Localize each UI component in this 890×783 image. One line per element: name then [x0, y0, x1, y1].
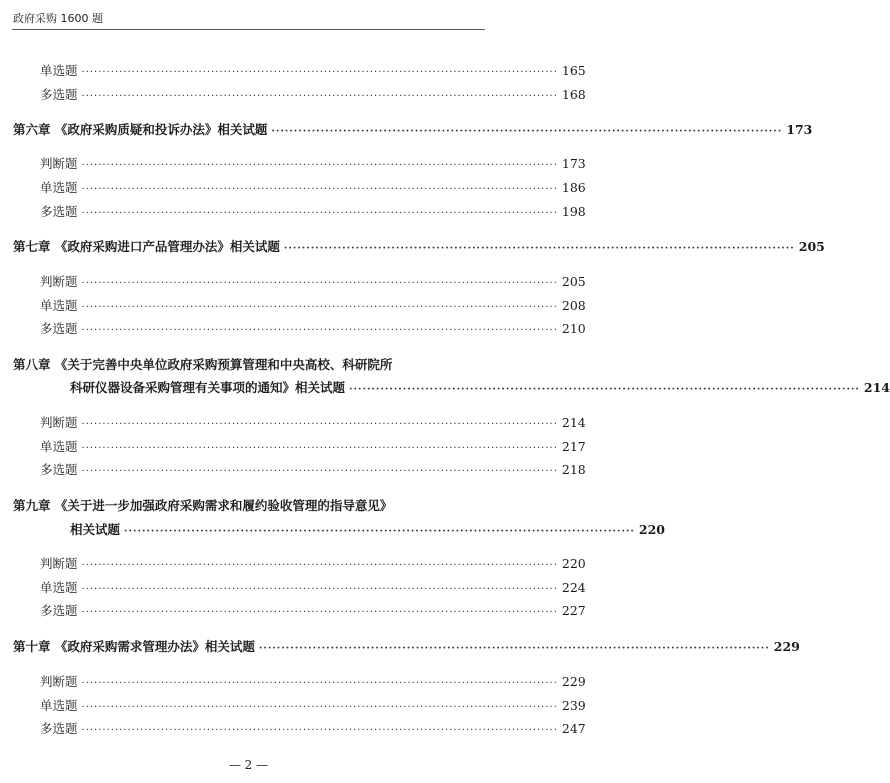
- toc-entry-label: 单选题: [40, 63, 78, 78]
- running-header: 政府采购 1600 题: [13, 12, 103, 25]
- toc-entry[interactable]: [40, 180, 586, 198]
- toc-entry-page: 165: [561, 63, 586, 78]
- toc-chapter-9[interactable]: [70, 522, 665, 540]
- toc-chapter-7[interactable]: [13, 239, 825, 257]
- toc-entry-page: 214: [561, 415, 586, 430]
- toc-entry-label: 判断题: [40, 415, 78, 430]
- toc-chapter-label: 第六章 《政府采购质疑和投诉办法》相关试题: [13, 122, 268, 137]
- toc-entry-page: 217: [561, 439, 586, 454]
- dot-leader: ··················································································································: [258, 643, 770, 654]
- toc-entry[interactable]: [40, 63, 586, 81]
- toc-entry[interactable]: [40, 556, 586, 574]
- toc-entry[interactable]: [40, 321, 586, 339]
- toc-chapter-10[interactable]: [13, 639, 800, 657]
- toc-chapter-page: 173: [786, 122, 813, 137]
- toc-entry-label: 单选题: [40, 180, 78, 195]
- toc-chapter-label-continued: 相关试题: [70, 522, 121, 537]
- toc-entry-page: 247: [561, 721, 586, 736]
- toc-entry-label: 单选题: [40, 439, 78, 454]
- toc-entry-page: 227: [561, 603, 586, 618]
- toc-entry-page: 218: [561, 462, 586, 477]
- toc-entry[interactable]: [40, 156, 586, 174]
- toc-entry-page: 224: [561, 580, 586, 595]
- toc-entry-label: 单选题: [40, 580, 78, 595]
- toc-entry[interactable]: [40, 415, 586, 433]
- dot-leader: ··················································································································: [81, 419, 558, 430]
- toc-entry[interactable]: [40, 204, 586, 222]
- toc-entry-page: 210: [561, 321, 586, 336]
- toc-entry-page: 229: [561, 674, 586, 689]
- dot-leader: ··················································································································: [81, 584, 558, 595]
- toc-entry-label: 多选题: [40, 721, 78, 736]
- toc-entry-label: 判断题: [40, 556, 78, 571]
- toc-entry-page: 186: [561, 180, 586, 195]
- toc-entry[interactable]: [40, 87, 586, 105]
- dot-leader: ··················································································································: [271, 126, 783, 137]
- toc-entry-label: 单选题: [40, 298, 78, 313]
- toc-entry[interactable]: [40, 439, 586, 457]
- toc-entry-label: 多选题: [40, 603, 78, 618]
- toc-entry-page: 173: [561, 156, 586, 171]
- toc-entry-label: 判断题: [40, 274, 78, 289]
- toc-entry[interactable]: [40, 721, 586, 739]
- dot-leader: ··················································································································: [81, 160, 558, 171]
- toc-entry-page: 239: [561, 698, 586, 713]
- toc-chapter-8-title[interactable]: 第八章 《关于完善中央单位政府采购预算管理和中央高校、科研院所: [13, 357, 393, 372]
- toc-chapter-label-continued: 科研仪器设备采购管理有关事项的通知》相关试题: [70, 380, 346, 395]
- toc-chapter-page: 229: [773, 639, 800, 654]
- page-number: — 2 —: [228, 758, 269, 772]
- dot-leader: ··················································································································: [81, 67, 558, 78]
- toc-entry-label: 多选题: [40, 87, 78, 102]
- toc-chapter-8[interactable]: [70, 380, 890, 398]
- dot-leader: ··················································································································: [81, 725, 558, 736]
- dot-leader: ··················································································································: [81, 443, 558, 454]
- toc-chapter-label: 第十章 《政府采购需求管理办法》相关试题: [13, 639, 255, 654]
- dot-leader: ··················································································································: [81, 702, 558, 713]
- dot-leader: ··················································································································: [81, 184, 558, 195]
- dot-leader: ··················································································································: [349, 384, 860, 395]
- toc-chapter-page: 220: [638, 522, 665, 537]
- toc-entry[interactable]: [40, 274, 586, 292]
- dot-leader: ··················································································································: [81, 607, 558, 618]
- toc-chapter-page: 214: [863, 380, 890, 395]
- dot-leader: ··················································································································: [81, 208, 558, 219]
- dot-leader: ··················································································································: [81, 560, 558, 571]
- toc-entry[interactable]: [40, 674, 586, 692]
- header-rule: [12, 29, 485, 30]
- toc-chapter-6[interactable]: [13, 122, 813, 140]
- toc-entry[interactable]: [40, 298, 586, 316]
- toc-entry-page: 168: [561, 87, 586, 102]
- toc-entry-label: 多选题: [40, 204, 78, 219]
- dot-leader: ··················································································································: [124, 526, 635, 537]
- toc-entry-label: 判断题: [40, 156, 78, 171]
- toc-entry-label: 多选题: [40, 462, 78, 477]
- toc-chapter-label: 第七章 《政府采购进口产品管理办法》相关试题: [13, 239, 280, 254]
- toc-entry-label: 单选题: [40, 698, 78, 713]
- toc-chapter-page: 205: [798, 239, 825, 254]
- toc-entry-label: 判断题: [40, 674, 78, 689]
- toc-entry[interactable]: [40, 580, 586, 598]
- toc-chapter-9-title[interactable]: 第九章 《关于进一步加强政府采购需求和履约验收管理的指导意见》: [13, 498, 393, 513]
- toc-entry-page: 208: [561, 298, 586, 313]
- toc-entry-page: 205: [561, 274, 586, 289]
- dot-leader: ··················································································································: [81, 678, 558, 689]
- dot-leader: ··················································································································: [81, 278, 558, 289]
- dot-leader: ··················································································································: [81, 91, 558, 102]
- dot-leader: ··················································································································: [81, 302, 558, 313]
- toc-entry[interactable]: [40, 603, 586, 621]
- toc-entry[interactable]: [40, 462, 586, 480]
- toc-entry[interactable]: [40, 698, 586, 716]
- dot-leader: ··················································································································: [81, 325, 558, 336]
- dot-leader: ··················································································································: [81, 466, 558, 477]
- toc-entry-label: 多选题: [40, 321, 78, 336]
- toc-entry-page: 220: [561, 556, 586, 571]
- dot-leader: ··················································································································: [283, 243, 795, 254]
- toc-entry-page: 198: [561, 204, 586, 219]
